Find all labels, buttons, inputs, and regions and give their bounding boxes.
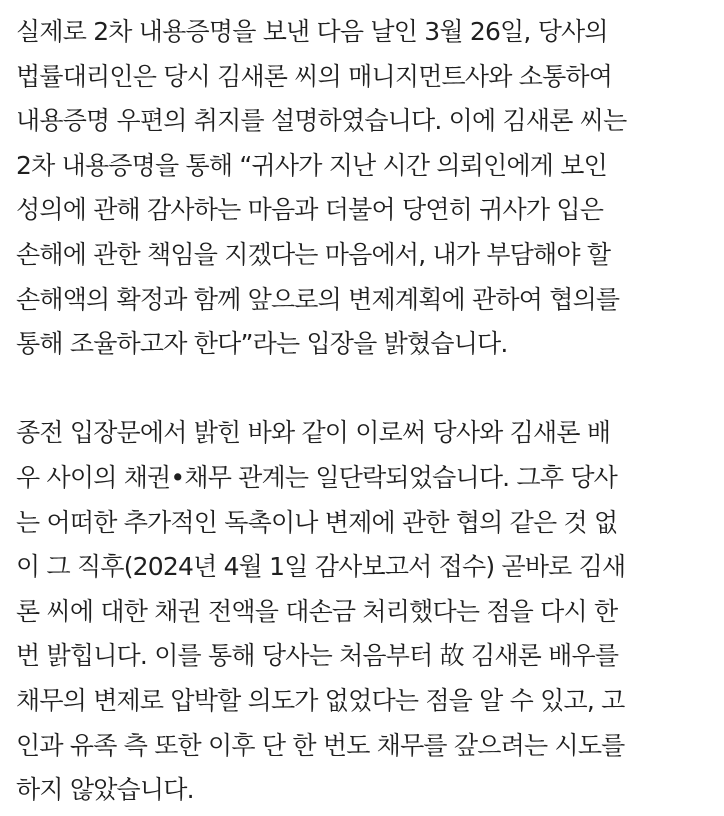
text-line: 실제로 2차 내용증명을 보낸 다음 날인 3월 26일, 당사의 [16, 17, 608, 46]
text-line: 우 사이의 채권•채무 관계는 일단락되었습니다. 그후 당사 [16, 462, 618, 492]
paragraph-1 [16, 10, 710, 367]
text-line: 내용증명 우편의 취지를 설명하였습니다. 이에 김새론 씨는 [16, 106, 627, 136]
text-line: 손해액의 확정과 함께 앞으로의 변제계획에 관하여 협의를 [16, 284, 620, 314]
text-line: 법률대리인은 당시 김새론 씨의 매니지먼트사와 소통하여 [16, 61, 613, 91]
text-line: 통해 조율하고자 한다”라는 입장을 밝혔습니다. [16, 329, 508, 359]
text-line: 채무의 변제로 압박할 의도가 없었다는 점을 알 수 있고, 고 [16, 685, 625, 715]
text-line: 번 밝힙니다. 이를 통해 당사는 처음부터 故 김새론 배우를 [16, 641, 619, 671]
text-line: 론 씨에 대한 채권 전액을 대손금 처리했다는 점을 다시 한 [16, 596, 618, 626]
text-line: 종전 입장문에서 밝힌 바와 같이 이로써 당사와 김새론 배 [16, 418, 611, 448]
text-line: 인과 유족 측 또한 이후 단 한 번도 채무를 갚으려는 시도를 [16, 730, 625, 760]
text-line: 손해에 관한 책임을 지겠다는 마음에서, 내가 부담해야 할 [16, 239, 611, 269]
text-line: 하지 않았습니다. [16, 775, 194, 805]
text-line: 는 어떠한 추가적인 독촉이나 변제에 관한 협의 같은 것 없 [16, 507, 618, 537]
text-line: 이 그 직후(2024년 4월 1일 감사보고서 접수) 곧바로 김새 [16, 552, 626, 582]
paragraph-spacer [16, 367, 710, 412]
paragraph-2 [16, 411, 710, 812]
text-line: 2차 내용증명을 통해 “귀사가 지난 시간 의뢰인에게 보인 [16, 150, 607, 180]
text-line: 성의에 관해 감사하는 마음과 더불어 당연히 귀사가 입은 [16, 195, 604, 225]
